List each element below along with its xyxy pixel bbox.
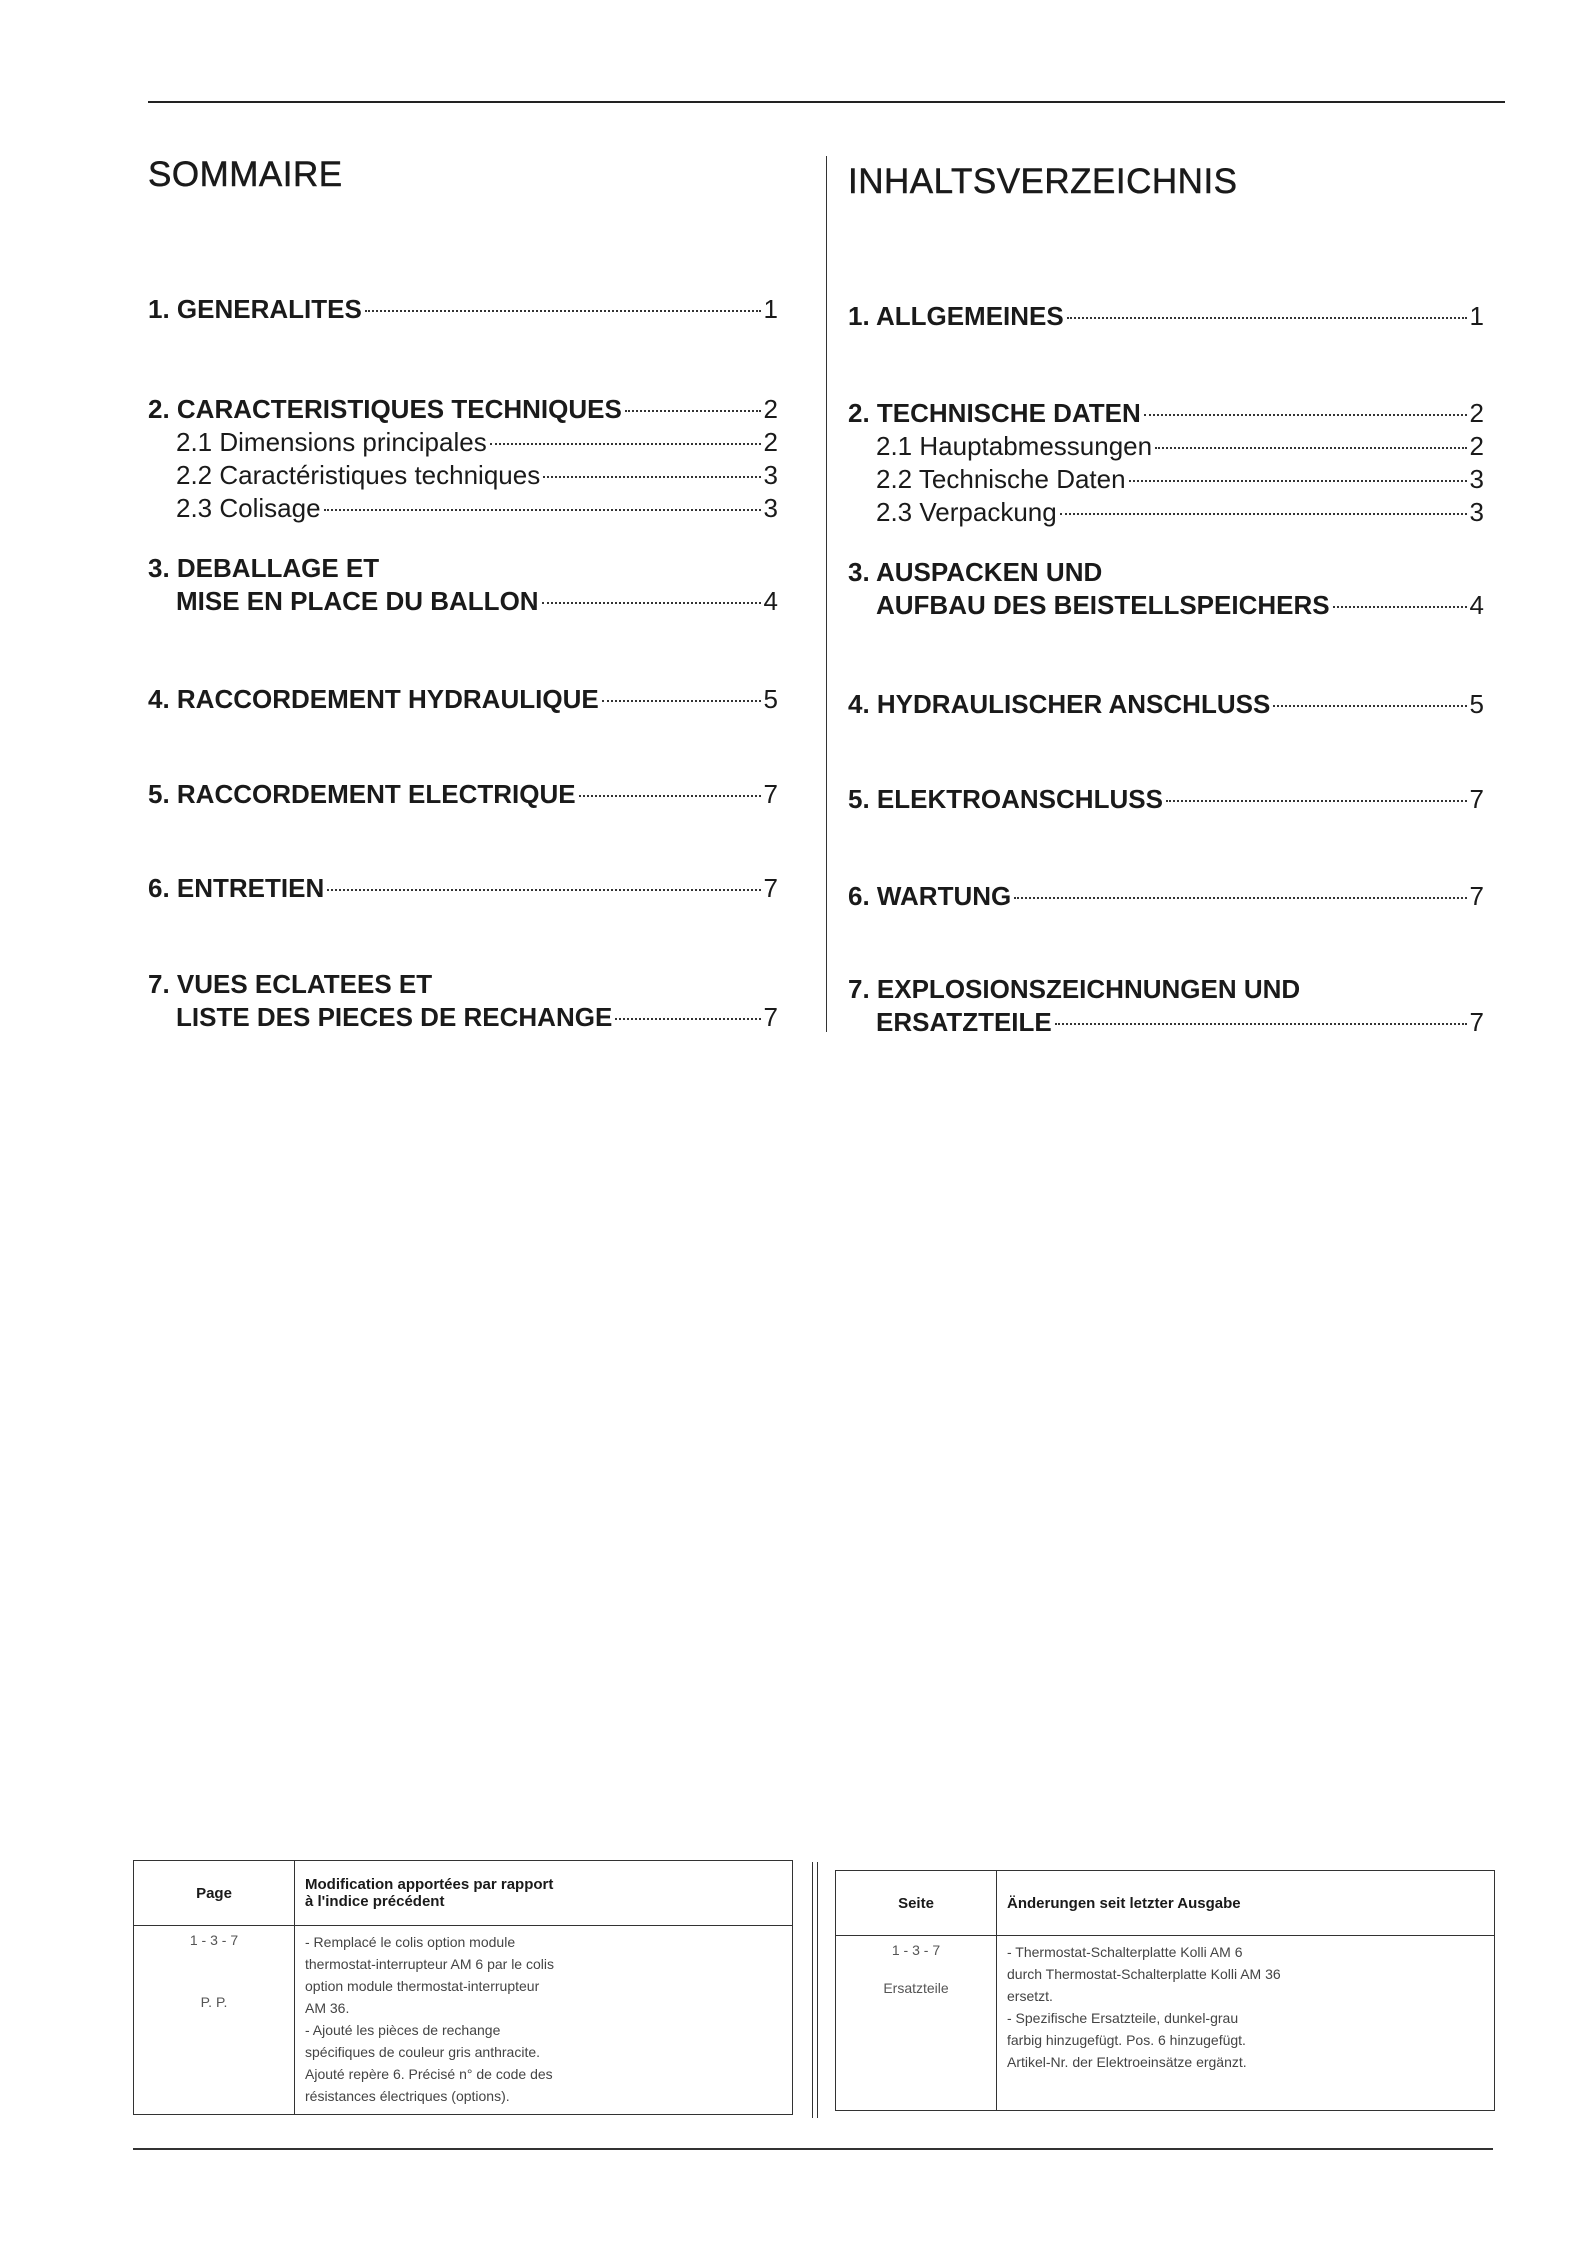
toc-entry[interactable]: 6. WARTUNG 7 [848, 881, 1484, 911]
toc-entry[interactable]: ERSATZTEILE 7 [876, 1007, 1484, 1037]
toc-entry[interactable]: 4. HYDRAULISCHER ANSCHLUSS 5 [848, 689, 1484, 719]
toc-entry[interactable]: 2.1 Hauptabmessungen 2 [876, 431, 1484, 461]
toc-title-fr: SOMMAIRE [148, 155, 343, 194]
revision-modifications: - Remplacé le colis option module thermostat-interrupteur AM 6 par le colis option module thermostat-interrupteur AM 36. - Ajouté les pièces de rechange spécifiques de couleur gris anthracite. Ajouté repère 6. Précisé n° de code des résistances électriques (options). [295, 1926, 793, 2115]
toc-entry[interactable]: 5. ELEKTROANSCHLUSS 7 [848, 784, 1484, 814]
toc-entry[interactable]: 3. AUSPACKEN UND [848, 557, 1103, 587]
toc-entry[interactable]: 2.1 Dimensions principales 2 [176, 427, 778, 457]
toc-entry[interactable]: 1. ALLGEMEINES 1 [848, 301, 1484, 331]
toc-entry[interactable]: 2. CARACTERISTIQUES TECHNIQUES 2 [148, 394, 778, 424]
revision-pages: 1 - 3 - 7 Ersatzteile [836, 1936, 997, 2111]
revision-table-fr [133, 1860, 793, 2115]
toc-entry[interactable]: 7. EXPLOSIONSZEICHNUNGEN UND [848, 974, 1301, 1004]
toc-entry[interactable]: MISE EN PLACE DU BALLON 4 [176, 586, 778, 616]
bottom-rule [133, 2148, 1493, 2150]
toc-entry[interactable]: 5. RACCORDEMENT ELECTRIQUE 7 [148, 779, 778, 809]
toc-entry[interactable]: 2. TECHNISCHE DATEN 2 [848, 398, 1484, 428]
revision-modifications: - Thermostat-Schalterplatte Kolli AM 6 durch Thermostat-Schalterplatte Kolli AM 36 ersetzt. - Spezifische Ersatzteile, dunkel-grau farbig hinzugefügt. Pos. 6 hinzugefügt. Artikel-Nr. der Elektroeinsätze ergänzt. [997, 1936, 1495, 2111]
toc-entry[interactable]: 1. GENERALITES 1 [148, 294, 778, 324]
toc-entry[interactable]: 2.3 Colisage 3 [176, 493, 778, 523]
revision-header-page: Page [134, 1861, 295, 1926]
revision-pages: 1 - 3 - 7 P. P. [134, 1926, 295, 2115]
toc-entry[interactable]: 2.3 Verpackung 3 [876, 497, 1484, 527]
top-rule [148, 101, 1505, 103]
toc-entry[interactable]: 6. ENTRETIEN 7 [148, 873, 778, 903]
revision-table-de [835, 1870, 1495, 2111]
table-separator [812, 1862, 818, 2118]
revision-header-mod: Änderungen seit letzter Ausgabe [997, 1871, 1495, 1936]
toc-entry[interactable]: 7. VUES ECLATEES ET [148, 969, 433, 999]
revision-header-mod: Modification apportées par rapport à l'indice précédent [295, 1861, 793, 1926]
column-divider [826, 156, 827, 1032]
toc-entry[interactable]: 4. RACCORDEMENT HYDRAULIQUE 5 [148, 684, 778, 714]
toc-entry[interactable]: 2.2 Technische Daten 3 [876, 464, 1484, 494]
toc-entry[interactable]: LISTE DES PIECES DE RECHANGE 7 [176, 1002, 778, 1032]
toc-entry[interactable]: AUFBAU DES BEISTELLSPEICHERS 4 [876, 590, 1484, 620]
toc-entry[interactable]: 3. DEBALLAGE ET [148, 553, 380, 583]
revision-header-page: Seite [836, 1871, 997, 1936]
toc-entry[interactable]: 2.2 Caractéristiques techniques 3 [176, 460, 778, 490]
toc-title-de: INHALTSVERZEICHNIS [848, 162, 1238, 201]
